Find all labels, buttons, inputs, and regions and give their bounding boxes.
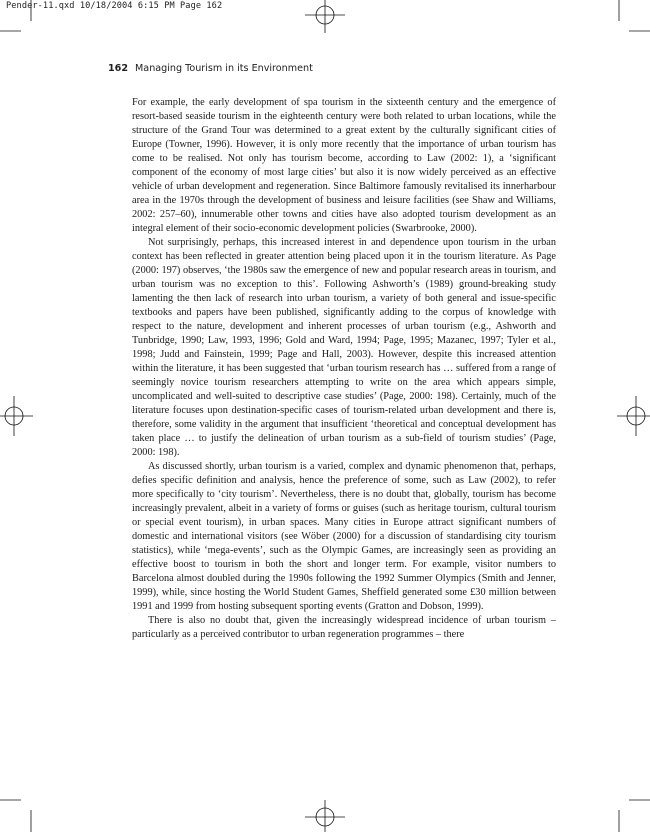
paragraph: As discussed shortly, urban tourism is a varied, complex and dynamic phenomenon that, perhaps, defies specific definition and analysis, hence the preference of some, such as Law (2002), to refer more specifically to ‘city tourism’. Nevertheless, there is no doubt that, globally, tourism has become increasingly prevalent, albeit in a variety of forms or guises (such as heritage tourism, cultural tourism or special event tourism), in urban spaces. Many cities in Europe attract significant numbers of domestic and international visitors (see Wöber (2000) for a discussion of standardising city tourism statistics), while ‘mega-events’, such as the Olympic Games, are increasingly seen as providing an effective boost to tourism in both the short and longer term. For example, visitor numbers to Barcelona almost doubled during the 1990s following the 1992 Summer Olympics (Smith and Jenner, 1999), while, since hosting the World Student Games, Sheffield generated some £30 million between 1991 and 1999 from hosting subsequent sporting events (Gratton and Dobson, 1999). [132,461,556,612]
running-title: Managing Tourism in its Environment [135,63,313,74]
bottom-registration-mark [305,800,345,832]
body-text [132,96,556,642]
paragraph: Not surprisingly, perhaps, this increased interest in and dependence upon tourism in the urban context has been reflected in greater attention being placed upon it in the tourism literature. As Page (2000: 197) observes, ‘the 1980s saw the emergence of new and popular research areas in tourism, and urban tourism was no exception to this’. Following Ashworth’s (1989) ground-breaking study lamenting the then lack of research into urban tourism, a variety of both general and issue-specific textbooks and papers have been published, significantly adding to the corpus of knowledge with respect to the nature, development and inherent processes of urban tourism (e.g., Ashworth and Tunbridge, 1990; Law, 1993, 1996; Gold and Ward, 1994; Page, 1995; Mazanec, 1997; Tyler et al., 1998; Judd and Fainstein, 1999; Page and Hall, 2003). However, despite this increased attention within the literature, it has been suggested that ‘urban tourism research has … suffered from a range of seemingly novice tourism researchers attempting to write on the area which appears simple, uncomplicated and well-suited to descriptive case studies’ (Page, 2000: 198). Certainly, much of the literature focuses upon destination-specific cases of tourism-related urban development and there is, therefore, some validity in the argument that insufficient ‘theoretical and conceptual development has taken place … to justify the delineation of urban tourism as a sub-field of tourism studies’ (Page, 2000: 198). [132,237,556,458]
right-registration-mark [617,396,650,436]
print-slug-line: Pender-11.qxd 10/18/2004 6:15 PM Page 162 [6,1,223,11]
paragraph: There is also no doubt that, given the increasingly widespread incidence of urban tourism – particularly as a perceived contributor to urban regeneration programmes – there [132,615,556,640]
paragraph: For example, the early development of spa tourism in the sixteenth century and the emergence of resort-based seaside tourism in the eighteenth century were both related to urban locations, while the structure of the Grand Tour was determined to a great extent by the culturally significant cities of Europe (Towner, 1996). However, it is only more recently that the importance of urban tourism has come to be realised. Not only has tourism become, according to Law (2002: 1), a ‘significant component of the economy of most large cities’ but also it is now widely perceived as an effective vehicle of urban development and regeneration. Since Baltimore famously revitalised its innerharbour area in the 1970s through the development of business and leisure facilities (see Shaw and Williams, 2002: 257–60), innumerable other towns and cities have also adopted tourism development as an integral element of their socio-economic development policies (Swarbrooke, 2000). [132,97,556,234]
running-header [108,63,313,74]
page-number: 162 [108,63,129,74]
top-registration-mark [305,0,345,33]
left-registration-mark [0,396,33,436]
